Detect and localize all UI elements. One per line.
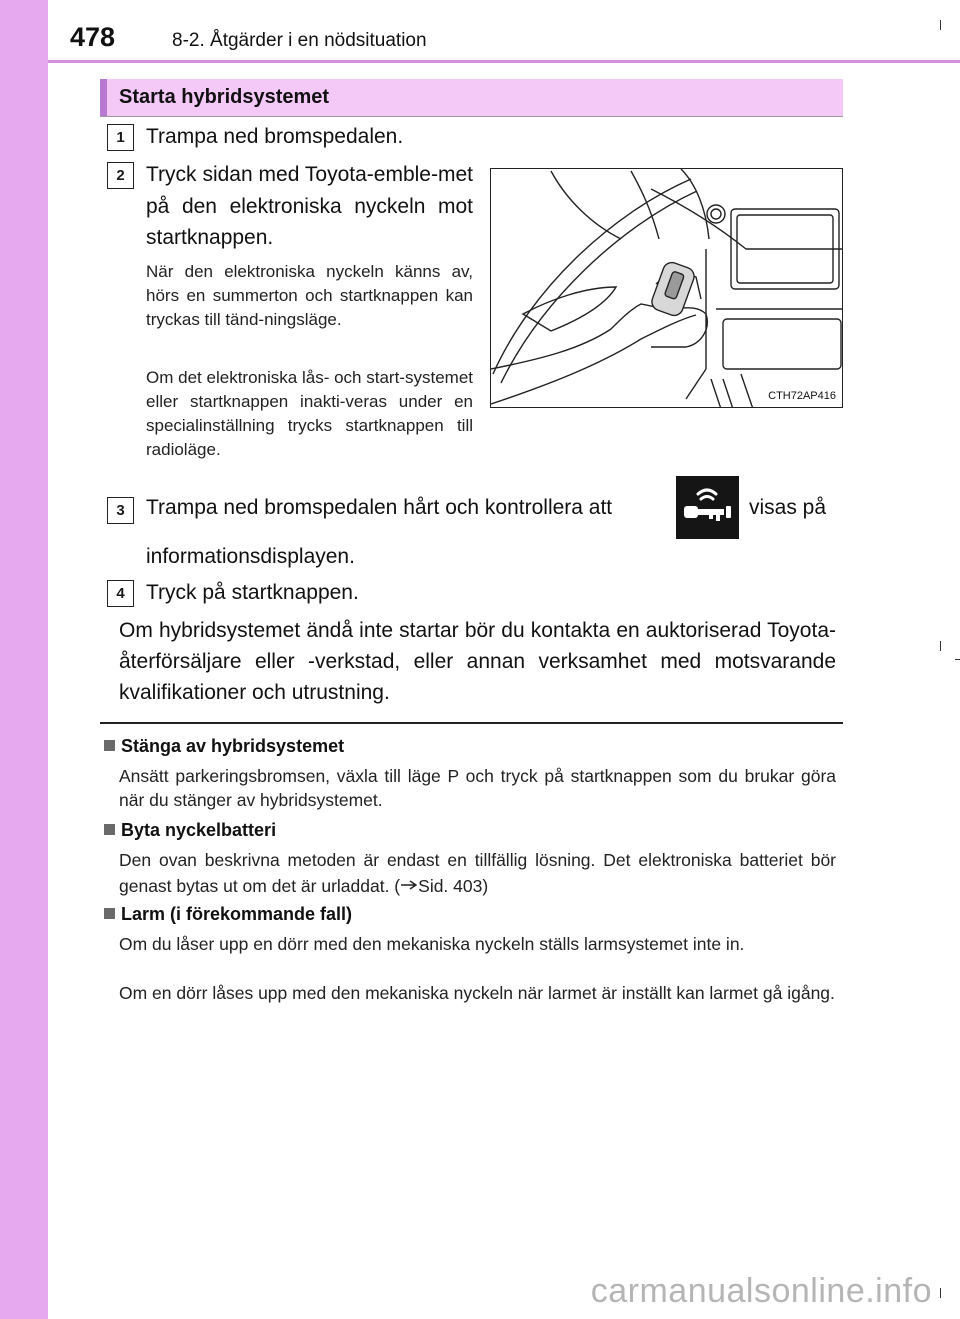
- info-text-2-main: Den ovan beskrivna metoden är endast en tillfällig lösning. Det elektroniska batteriet bör genast bytas ut om det är urladdat. (: [119, 850, 836, 896]
- chapter-title: 8-2. Åtgärder i en nödsituation: [172, 30, 427, 51]
- square-bullet-icon: [104, 908, 115, 919]
- page-number: 478: [70, 22, 116, 52]
- step-4-text: Tryck på startknappen.: [146, 581, 359, 604]
- step-number-3: 3: [107, 497, 134, 524]
- info-text-3a: Om du låser upp en dörr med den mekaniska nyckeln ställs larmsystemet inte in.: [119, 934, 745, 954]
- info-text-3b: Om en dörr låses upp med den mekaniska nyckeln när larmet är inställt kan larmet gå igång.: [119, 983, 835, 1003]
- step-number-2: 2: [107, 162, 134, 189]
- square-bullet-icon: [104, 740, 115, 751]
- step-2-note-2: Om det elektroniska lås- och start-systemet eller startknappen inakti-veras under en specialinställning trycks startknappen till radioläge.: [146, 368, 473, 459]
- section-divider: [100, 722, 843, 724]
- info-heading-2: [104, 820, 276, 841]
- step-number-1: 1: [107, 124, 134, 151]
- step-2-note-1: När den elektroniska nyckeln känns av, hörs en summerton och startknappen kan tryckas till tänd-ningsläge.: [146, 262, 473, 329]
- start-button-illustration: [490, 168, 843, 408]
- illustration-code: CTH72AP416: [768, 390, 836, 402]
- section-title: Starta hybridsystemet: [119, 86, 330, 108]
- step-3-text-after: visas på: [749, 496, 827, 519]
- step-number-4: 4: [107, 580, 134, 607]
- section-title-bar: [100, 79, 843, 116]
- square-bullet-icon: [104, 824, 115, 835]
- step-2-text: Tryck sidan med Toyota-emble-met på den elektroniska nyckeln mot startknappen.: [146, 163, 473, 249]
- crop-mark: [940, 641, 941, 651]
- step-3-text-before: Trampa ned bromspedalen hårt och kontrollera att: [146, 496, 613, 519]
- hand-pressing-key-on-start-button-illustration: [491, 169, 843, 408]
- crop-mark: [955, 659, 960, 660]
- info-heading-1: [104, 736, 344, 757]
- info-text-1: Ansätt parkeringsbromsen, växla till läge P och tryck på startknappen som du brukar göra när du stänger av hybridsystemet.: [119, 766, 836, 810]
- info-heading-3-text: Larm (i förekommande fall): [121, 904, 353, 924]
- page-reference-link[interactable]: Sid. 403): [418, 876, 489, 896]
- body-paragraph: Om hybridsystemet ändå inte startar bör du kontakta en auktoriserad Toyota-återförsäljare eller -verkstad, eller annan verksamhet med motsvarande kvalifikationer och utrustning.: [119, 619, 836, 704]
- key-signal-indicator-icon: [676, 476, 739, 539]
- watermark: carmanualsonline.info: [590, 1272, 932, 1310]
- left-color-band: [0, 0, 48, 1319]
- step-3-text-line2: informationsdisplayen.: [146, 545, 355, 568]
- step-1-text: Trampa ned bromspedalen.: [146, 125, 404, 148]
- info-heading-3: [104, 904, 352, 925]
- info-text-2: [119, 848, 836, 898]
- section-underline: [100, 116, 843, 117]
- info-heading-1-text: Stänga av hybridsystemet: [121, 736, 345, 756]
- info-heading-2-text: Byta nyckelbatteri: [121, 820, 277, 840]
- arrow-right-icon: [400, 872, 418, 896]
- header-rule: [48, 60, 960, 63]
- crop-mark: [940, 1288, 941, 1298]
- crop-mark: [940, 20, 941, 30]
- key-signal-indicator: [676, 476, 739, 539]
